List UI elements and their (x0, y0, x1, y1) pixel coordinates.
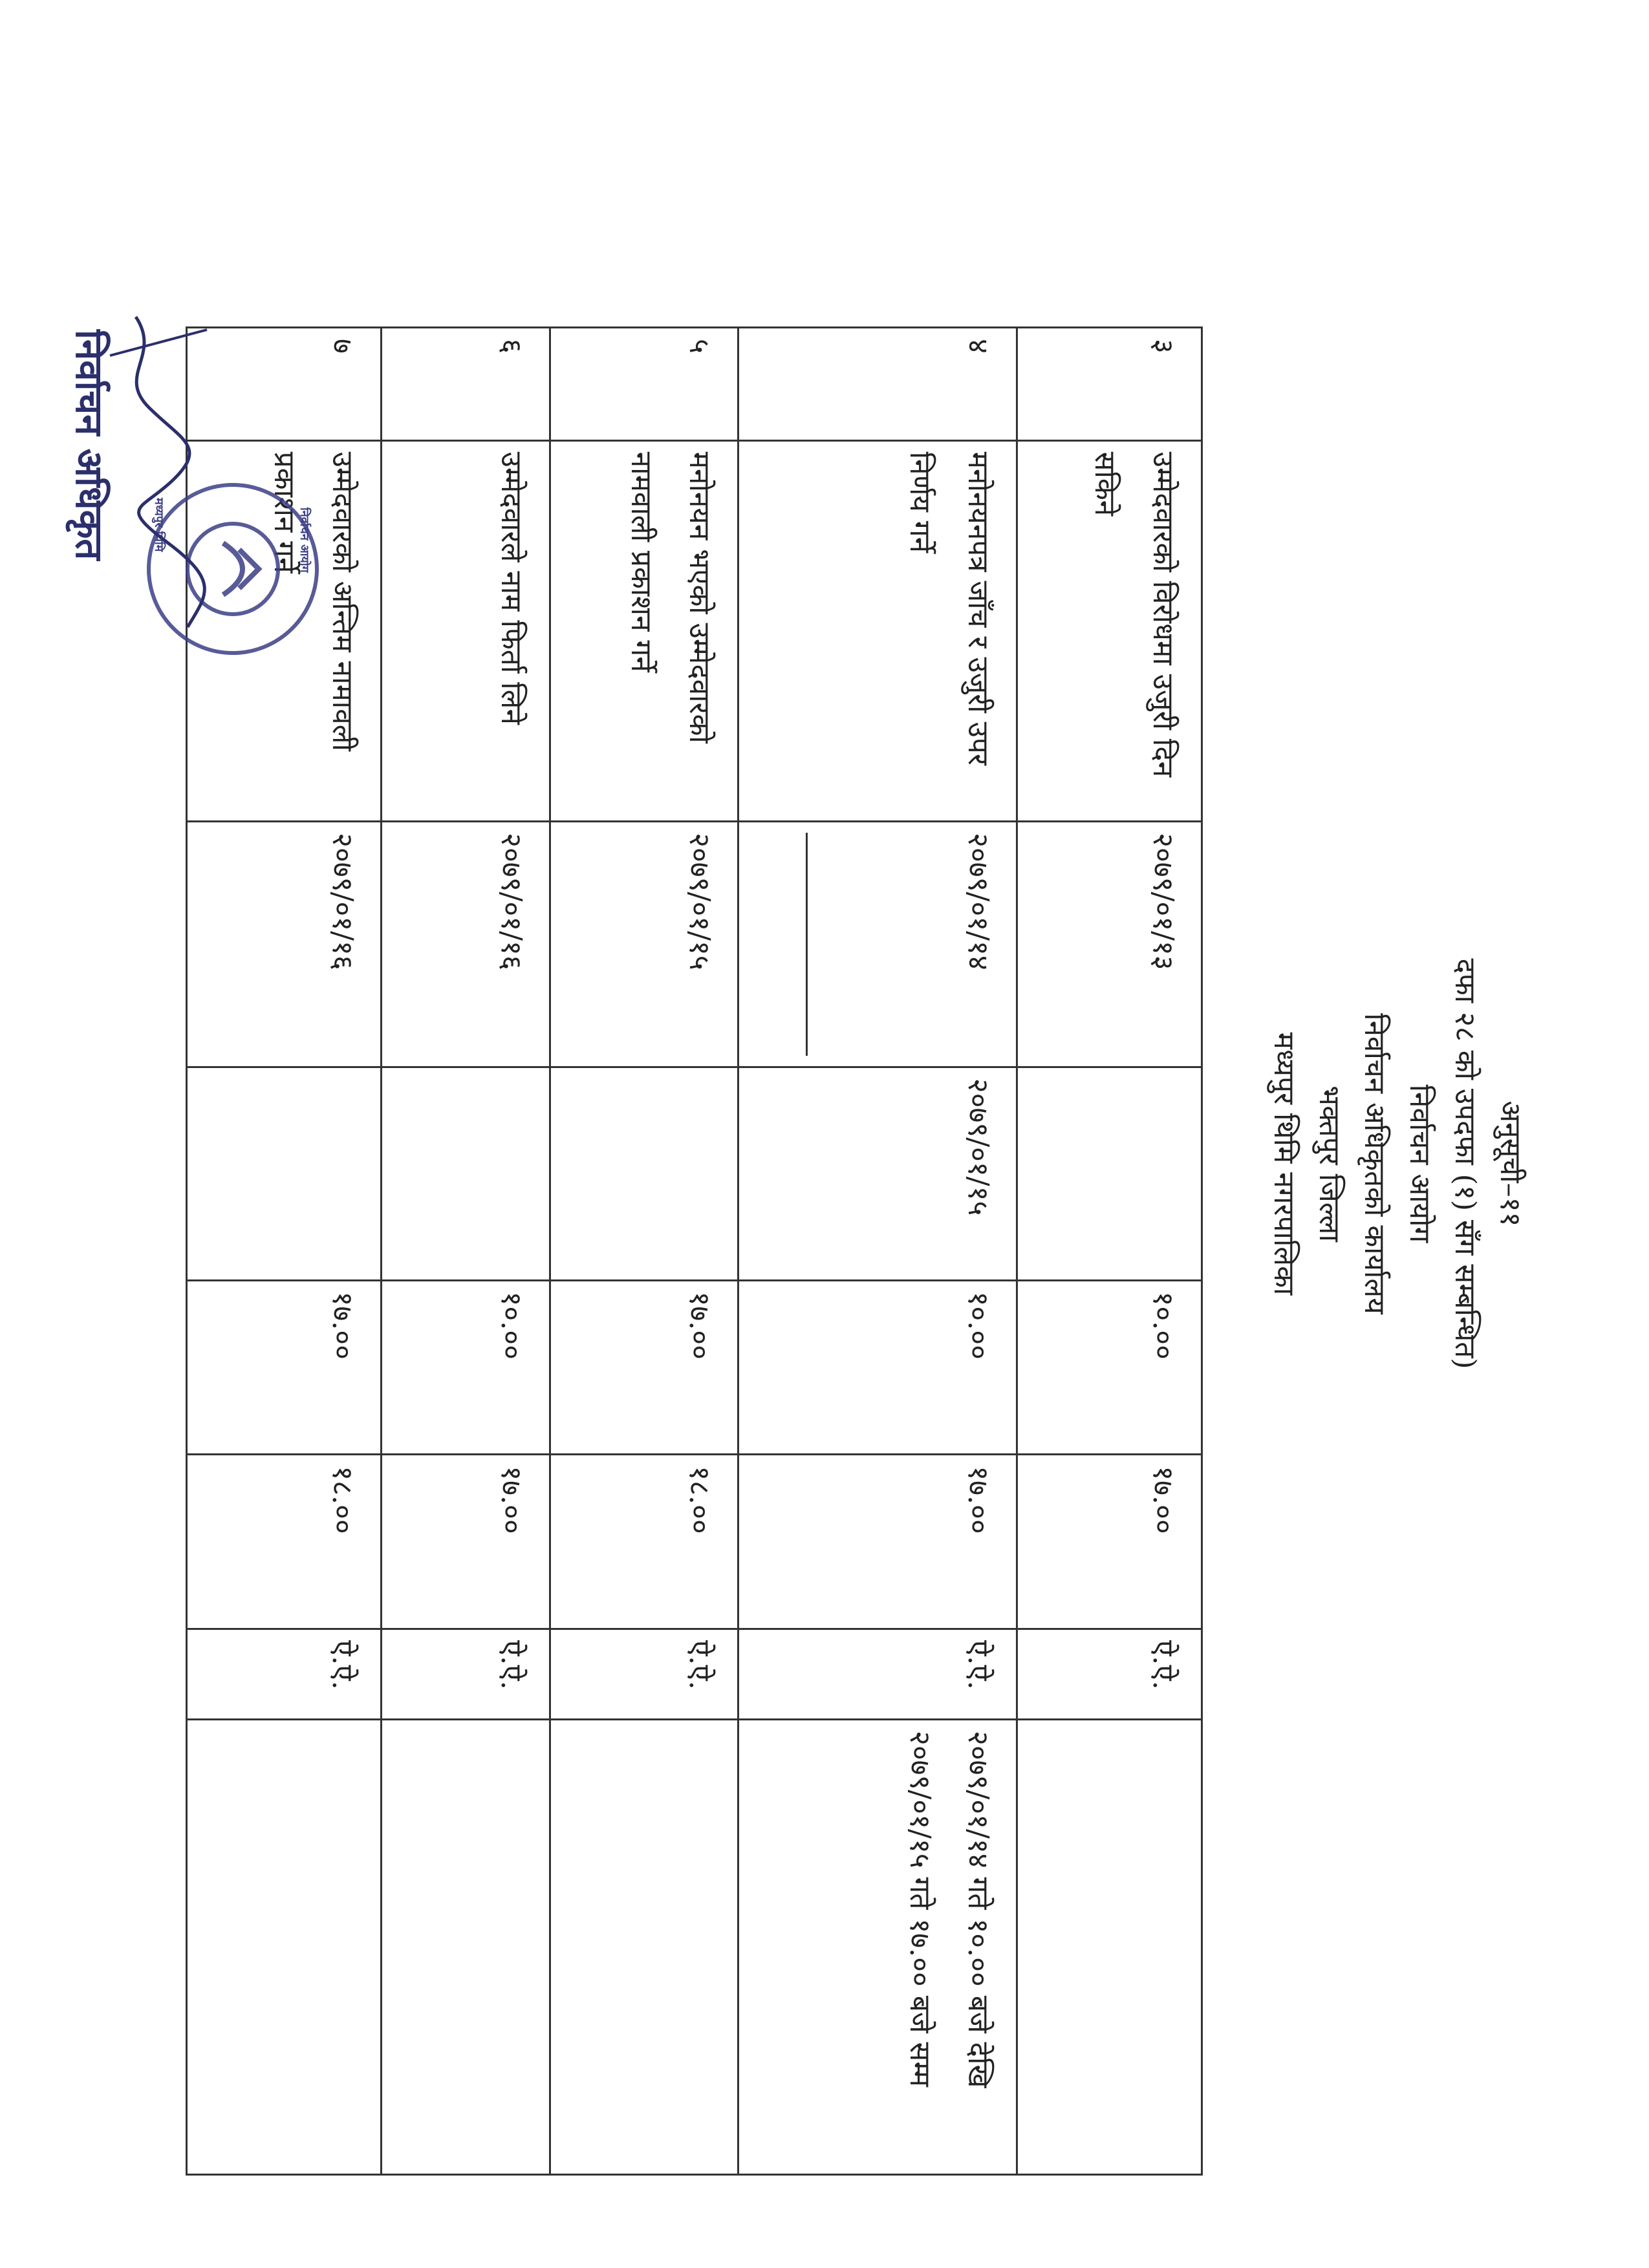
start-time-cell: १७.०० (187, 1280, 382, 1455)
end-time-cell: १८.०० (550, 1455, 738, 1629)
serial-number: ७ (187, 328, 382, 441)
table-row (1017, 328, 1202, 2175)
end-time-cell: १७.०० (1017, 1455, 1202, 1629)
end-time-cell: १८.०० (187, 1455, 382, 1629)
activity-cell: मनोनयनपत्र जाँच र उजुरी उपर निर्णय गर्ने (738, 440, 1017, 821)
activity-cell: उम्मेदवारको अन्तिम नामावली प्रकाशन गर्ने (187, 440, 382, 821)
ampm-cell: ऐ.ऐ. (738, 1629, 1017, 1719)
start-time-cell: १०.०० (738, 1280, 1017, 1455)
start-time-cell: १७.०० (550, 1280, 738, 1455)
remarks-cell (550, 1719, 738, 2174)
ampm-cell: ऐ.ऐ. (187, 1629, 382, 1719)
date-cell: २०७९/०१/१६ (187, 821, 382, 1067)
end-date-cell (382, 1067, 550, 1280)
remarks-cell (187, 1719, 382, 2174)
table-row (382, 328, 550, 2175)
end-date-cell (550, 1067, 738, 1280)
remarks-cell: २०७९/०१/१४ गते १०.०० बजे देखि २०७९/०१/१५ गते १७.०० बजे सम्म (738, 1719, 1017, 2174)
ampm-cell: ऐ.ऐ. (550, 1629, 738, 1719)
section-reference: दफा २८ को उपदफा (१) सँग सम्बन्धित) (1449, 958, 1482, 1369)
annex-title: अनुसूची–११ (1494, 1100, 1527, 1227)
ampm-cell: ऐ.ऐ. (382, 1629, 550, 1719)
document-header (1261, 744, 1533, 1584)
end-time-cell: १७.०० (382, 1455, 550, 1629)
end-date-cell (1017, 1067, 1202, 1280)
election-schedule-table (186, 326, 1203, 2176)
election-officer-label: निर्वाचन अधिकृत (67, 330, 111, 561)
end-time-cell: १७.०० (738, 1455, 1017, 1629)
end-date-cell: २०७९/०१/१५ (738, 1067, 1017, 1280)
activity-cell: उम्मेदवारको विरोधमा उजुरी दिन सकिने (1017, 440, 1202, 821)
serial-number: ४ (738, 328, 1017, 441)
serial-number: ५ (550, 328, 738, 441)
commission-name: निर्वाचन आयोग (1403, 1084, 1436, 1243)
activity-cell: उम्मेदवारले नाम फिर्ता लिने (382, 440, 550, 821)
district-name: भक्तपुर जिल्ला (1313, 1086, 1346, 1242)
date-cell: २०७९/०१/१६ (382, 821, 550, 1067)
date-cell: २०७९/०१/१५ (550, 821, 738, 1067)
start-time-cell: १०.०० (1017, 1280, 1202, 1455)
date-value: २०७९/०१/१४ (806, 833, 1007, 1056)
start-time-cell: १०.०० (382, 1280, 550, 1455)
remarks-cell (382, 1719, 550, 2174)
serial-number: ३ (1017, 328, 1202, 441)
office-name: निर्वाचन अधिकृतको कार्यालय (1358, 1013, 1391, 1314)
activity-cell: मनोनयन भएको उम्मेदवारको नामवाली प्रकाशन गर्ने (550, 440, 738, 821)
table-row (550, 328, 738, 2175)
date-cell (738, 821, 1017, 1067)
date-cell: २०७९/०१/१३ (1017, 821, 1202, 1067)
municipality-name: मध्यपुर थिमि नगरपालिका (1267, 1032, 1300, 1296)
svg-text:निर्वाचन आयोग: निर्वाचन आयोग (297, 508, 311, 573)
ampm-cell: ऐ.ऐ. (1017, 1629, 1202, 1719)
serial-number: ६ (382, 328, 550, 441)
remarks-cell (1017, 1719, 1202, 2174)
svg-text:मध्यपुर थिमि: मध्यपुर थिमि (152, 498, 166, 552)
table-row (738, 328, 1017, 2175)
end-date-cell (187, 1067, 382, 1280)
